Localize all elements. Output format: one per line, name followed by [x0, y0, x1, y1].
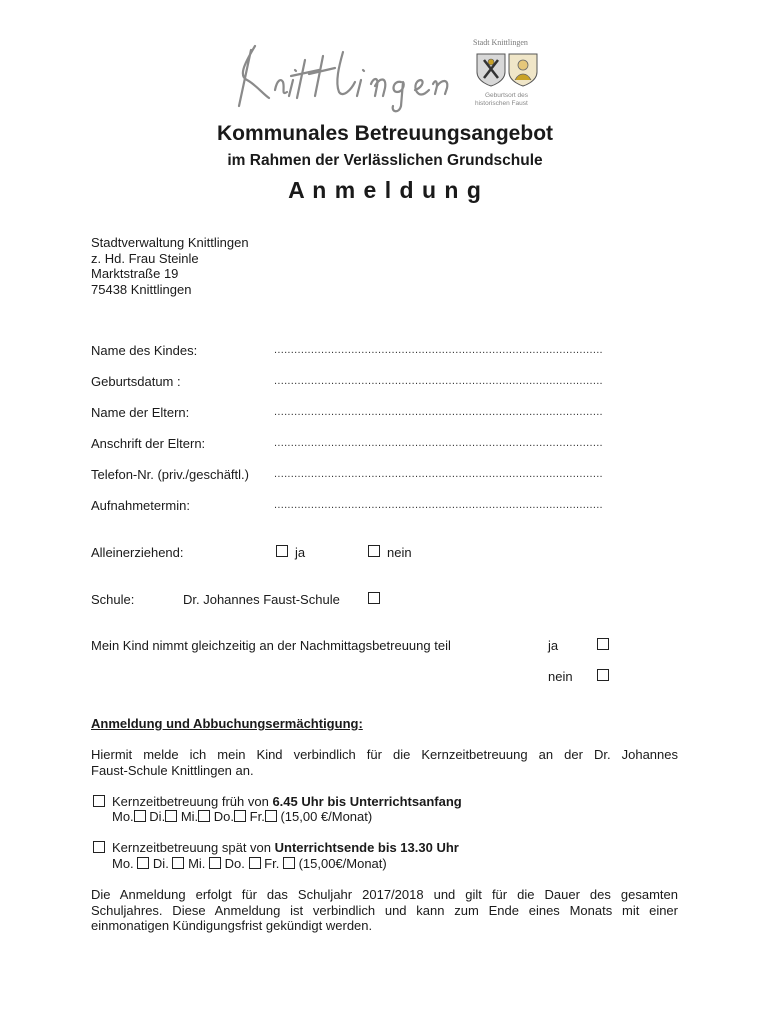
birthdate-label: Geburtsdatum : — [91, 374, 181, 389]
crest-caption-top: Stadt Knittlingen — [473, 38, 528, 47]
school-checkbox[interactable] — [368, 592, 380, 604]
parents-name-label: Name der Eltern: — [91, 405, 190, 420]
early-tuesday-label: Di. — [149, 809, 166, 824]
footer-line-1-text: Die Anmeldung erfolgt für das Schuljahr 2017/2018 und gilt für die Dauer des gesamten — [91, 887, 678, 902]
admission-date-field[interactable]: .................................................................................................. — [274, 499, 603, 511]
registration-heading: Anmeldung und Abbuchungsermächtigung: — [91, 716, 363, 731]
crest-caption-bottom-2: historischen Faust — [475, 100, 528, 107]
single-parent-no-label: nein — [387, 545, 412, 560]
afternoon-no-label: nein — [548, 669, 573, 684]
birthdate-field[interactable]: .................................................................................................. — [274, 375, 603, 387]
afternoon-yes-label: ja — [548, 638, 559, 653]
page-subtitle: im Rahmen der Verlässlichen Grundschule — [227, 152, 543, 169]
page-title: Kommunales Betreuungsangebot — [216, 122, 554, 145]
late-care-days — [112, 856, 387, 872]
school-label: Schule: — [91, 592, 135, 607]
parents-name-field[interactable]: .................................................................................................. — [274, 406, 603, 418]
early-friday-checkbox[interactable] — [265, 810, 277, 822]
single-parent-yes-label: ja — [295, 545, 306, 560]
address-line-1: Stadtverwaltung Knittlingen — [91, 235, 249, 250]
late-friday-label: Fr. — [264, 856, 280, 871]
single-parent-label: Alleinerziehend: — [91, 545, 184, 560]
afternoon-no-checkbox[interactable] — [597, 669, 609, 681]
early-care-line — [112, 794, 462, 810]
early-care-checkbox[interactable] — [93, 795, 105, 807]
address-line-4: 75438 Knittlingen — [91, 282, 192, 297]
early-price: (15,00 €/Monat) — [280, 809, 373, 824]
late-tuesday-checkbox[interactable] — [172, 857, 184, 869]
phone-field[interactable]: .................................................................................................. — [274, 468, 603, 480]
school-name: Dr. Johannes Faust-Schule — [183, 592, 340, 607]
parents-address-label: Anschrift der Eltern: — [91, 436, 206, 451]
phone-label: Telefon-Nr. (priv./geschäftl.) — [91, 467, 249, 482]
late-care-line — [112, 840, 459, 856]
early-friday-label: Fr. — [249, 809, 265, 824]
knittlingen-script-logo — [225, 36, 457, 116]
admission-date-label: Aufnahmetermin: — [91, 498, 190, 513]
late-thursday-checkbox[interactable] — [249, 857, 261, 869]
early-thursday-checkbox[interactable] — [234, 810, 246, 822]
footer-line-3: einmonatigen Kündigungsfrist gekündigt werden. — [91, 918, 373, 933]
late-wednesday-checkbox[interactable] — [209, 857, 221, 869]
early-wednesday-label: Mi. — [180, 809, 199, 824]
late-price: (15,00€/Monat) — [298, 856, 387, 871]
late-care-time: Unterrichtsende bis 13.30 Uhr — [274, 840, 459, 855]
early-care-days — [112, 809, 372, 825]
early-care-label: Kernzeitbetreuung früh von — [112, 794, 273, 809]
registration-intro-2: Faust-Schule Knittlingen an. — [91, 763, 254, 778]
late-monday-checkbox[interactable] — [137, 857, 149, 869]
coat-of-arms-icon — [475, 52, 539, 88]
crest-caption-bottom-1: Geburtsort des — [485, 92, 528, 99]
registration-intro — [91, 747, 678, 763]
logo — [225, 36, 545, 116]
late-monday-label: Mo. — [112, 856, 134, 871]
parents-address-field[interactable]: .................................................................................................. — [274, 437, 603, 449]
late-friday-checkbox[interactable] — [283, 857, 295, 869]
late-care-label: Kernzeitbetreuung spät von — [112, 840, 275, 855]
late-thursday-label: Do. — [224, 856, 245, 871]
footer-line-2 — [91, 903, 678, 919]
early-care-time: 6.45 Uhr bis Unterrichtsanfang — [272, 794, 462, 809]
single-parent-yes-checkbox[interactable] — [276, 545, 288, 557]
early-wednesday-checkbox[interactable] — [198, 810, 210, 822]
early-tuesday-checkbox[interactable] — [165, 810, 177, 822]
late-care-checkbox[interactable] — [93, 841, 105, 853]
form-heading: A n m e l d u n g — [288, 177, 482, 203]
child-name-field[interactable]: .................................................................................................. — [274, 344, 603, 356]
single-parent-no-checkbox[interactable] — [368, 545, 380, 557]
early-thursday-label: Do. — [213, 809, 235, 824]
afternoon-care-question: Mein Kind nimmt gleichzeitig an der Nachmittagsbetreuung teil — [91, 638, 451, 653]
late-wednesday-label: Mi. — [188, 856, 206, 871]
early-monday-checkbox[interactable] — [134, 810, 146, 822]
registration-intro-text: Hiermit melde ich mein Kind verbindlich für die Kernzeitbetreuung an der Dr. Johannes — [91, 747, 678, 762]
late-tuesday-label: Di. — [152, 856, 169, 871]
address-line-3: Marktstraße 19 — [91, 266, 179, 281]
afternoon-yes-checkbox[interactable] — [597, 638, 609, 650]
footer-line-2-text: Schuljahres. Diese Anmeldung ist verbindlich und kann zum Ende eines Monats mit einer — [91, 903, 678, 918]
footer-line-1 — [91, 887, 678, 903]
address-line-2: z. Hd. Frau Steinle — [91, 251, 199, 266]
early-monday-label: Mo. — [112, 809, 134, 824]
child-name-label: Name des Kindes: — [91, 343, 198, 358]
